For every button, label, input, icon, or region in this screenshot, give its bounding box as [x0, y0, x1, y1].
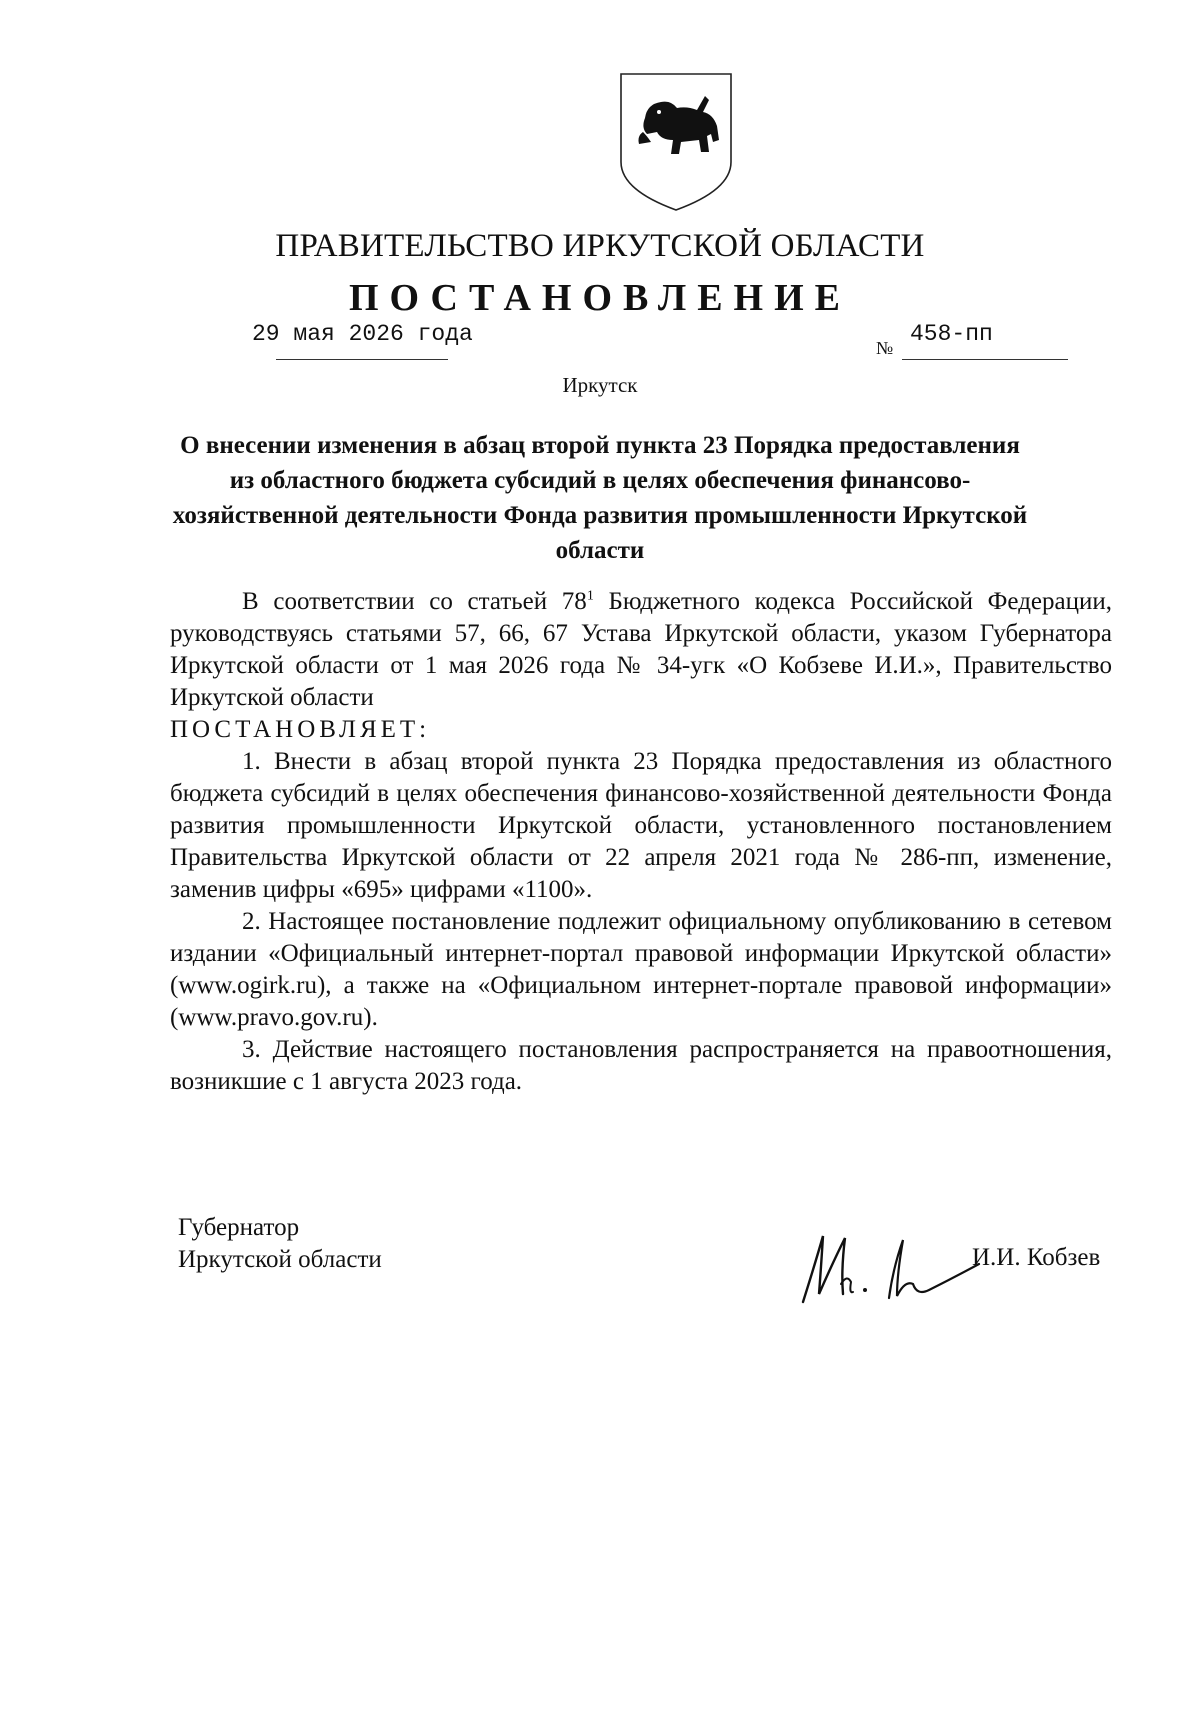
signer-position-line1: Губернатор	[178, 1214, 300, 1241]
document-type: ПОСТАНОВЛЕНИЕ	[348, 277, 852, 319]
preamble: В соответствии со статьей $78^1$ Бюджетного кодекса Российской Федерации, руководствуясь статьями 57, 66, 67 Устава Иркутской области, указом Губернатора Иркутской области от 1 мая 2026 года № 34-угк «О Кобзеве И.И.», Правительство Иркутской области	[170, 588, 1112, 711]
signer-position-line2: Иркутской области	[178, 1246, 382, 1273]
item-2: 2. Настоящее постановление подлежит официальному опубликованию в сетевом издании «Официальный интернет-портал правовой информации Иркутской области» (www.ogirk.ru), а также на «Официальном интернет-портале правовой информации» (www.pravo.gov.ru).	[170, 908, 1112, 1031]
signer-name: И.И. Кобзев	[972, 1244, 1101, 1271]
number-underline	[902, 359, 1068, 360]
item-1: 1. Внести в абзац второй пункта 23 Порядка предоставления из областного бюджета субсидий в целях обеспечения финансово-хозяйственной деятельности Фонда развития промышленности Иркутской области, установленного постановлением Правительства Иркутской области от 22 апреля 2021 года № 286-пп, изменение, заменив цифры «695» цифрами «1100».	[170, 748, 1112, 903]
document-date: 29 мая 2026 года	[252, 321, 473, 347]
signer-position	[178, 1212, 382, 1276]
document-title: О внесении изменения в абзац второй пункта 23 Порядка предоставления из областного бюджета субсидий в целях обеспечения финансово-хозяйственной деятельности Фонда развития промышленности Иркутской области	[172, 432, 1028, 564]
resolves-heading: ПОСТАНОВЛЯЕТ:	[170, 716, 431, 743]
item-3: 3. Действие настоящего постановления распространяется на правоотношения, возникшие с 1 августа 2023 года.	[170, 1036, 1112, 1095]
date-underline	[276, 359, 448, 360]
document-number: 458-пп	[910, 321, 993, 347]
irkutsk-coat-of-arms-icon	[617, 66, 735, 214]
organization-name: ПРАВИТЕЛЬСТВО ИРКУТСКОЙ ОБЛАСТИ	[275, 228, 925, 264]
handwritten-signature-icon	[793, 1224, 983, 1308]
document-body	[170, 586, 1112, 1098]
article-superscript: 1	[586, 588, 594, 604]
number-label: №	[876, 338, 894, 358]
city: Иркутск	[562, 373, 638, 397]
